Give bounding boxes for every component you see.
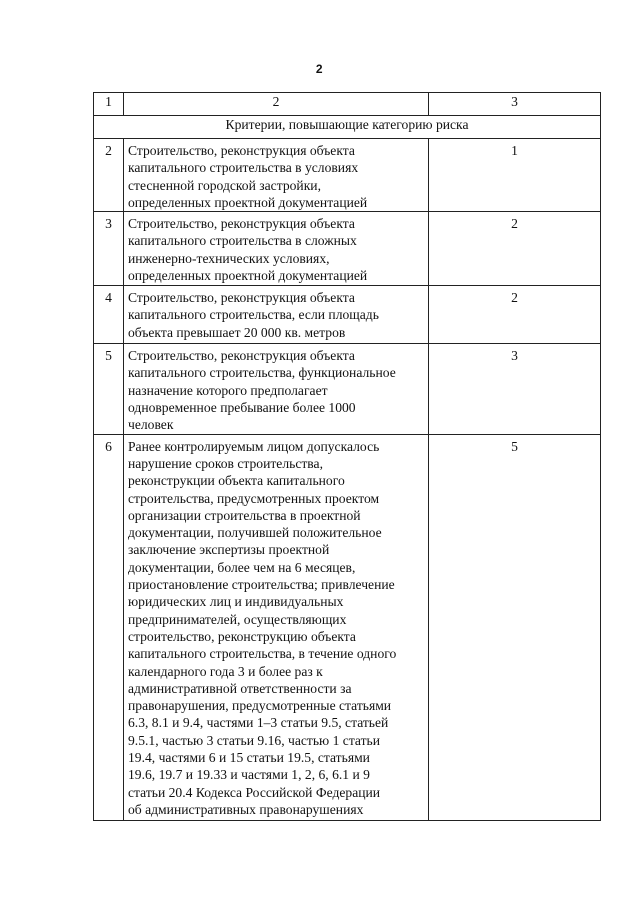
- text-line: календарного года 3 и более раз к: [128, 663, 323, 679]
- text-line: Строительство, реконструкция объекта: [128, 348, 355, 364]
- text-line: заключение экспертизы проектной: [128, 542, 330, 558]
- row-number: 2: [94, 139, 124, 212]
- table-row: [94, 139, 601, 212]
- row-number: 6: [94, 434, 124, 820]
- text-line: капитального строительства в сложных: [128, 233, 357, 249]
- row-score: 1: [429, 139, 601, 212]
- text-line: капитального строительства в условиях: [128, 160, 359, 176]
- header-col-3: 3: [429, 93, 601, 116]
- text-line: капитального строительства, функциональное: [128, 365, 396, 381]
- text-line: человек: [128, 417, 174, 433]
- text-line: назначение которого предполагает: [128, 382, 328, 398]
- text-line: приостановление строительства; привлечение: [128, 577, 395, 593]
- header-col-1: 1: [94, 93, 124, 116]
- text-line: Ранее контролируемым лицом допускалось: [128, 438, 380, 454]
- row-criterion-text: [124, 212, 429, 286]
- table-row: [94, 434, 601, 820]
- text-line: инженерно-технических условиях,: [128, 250, 330, 266]
- text-line: капитального строительства, в течение одного: [128, 646, 397, 662]
- table-row: [94, 212, 601, 286]
- header-col-2: 2: [124, 93, 429, 116]
- text-line: 19.6, 19.7 и 19.33 и частями 1, 2, 6, 6.1 и 9: [128, 767, 370, 783]
- row-score: 5: [429, 434, 601, 820]
- row-number: 4: [94, 286, 124, 344]
- row-criterion-text: [124, 139, 429, 212]
- text-line: документации, более чем на 6 месяцев,: [128, 559, 356, 575]
- text-line: об административных правонарушениях: [128, 801, 364, 817]
- table-row: [94, 286, 601, 344]
- text-line: определенных проектной документацией: [128, 194, 368, 210]
- risk-criteria-table: [93, 92, 601, 821]
- text-line: 6.3, 8.1 и 9.4, частями 1–3 статьи 9.5, статьей: [128, 715, 389, 731]
- text-line: стесненной городской застройки,: [128, 177, 321, 193]
- text-line: юридических лиц и индивидуальных: [128, 594, 344, 610]
- row-score: 2: [429, 212, 601, 286]
- table-header-row: [94, 93, 601, 116]
- text-line: документации, получившей положительное: [128, 525, 382, 541]
- section-title: Критерии, повышающие категорию риска: [94, 116, 601, 139]
- text-line: строительство, реконструкцию объекта: [128, 628, 356, 644]
- text-line: Строительство, реконструкция объекта: [128, 143, 355, 158]
- row-criterion-text: [124, 286, 429, 344]
- text-line: одновременное пребывание более 1000: [128, 400, 356, 416]
- text-line: определенных проектной документацией: [128, 268, 368, 284]
- row-criterion-text: [124, 344, 429, 434]
- text-line: 9.5.1, частью 3 статьи 9.16, частью 1 статьи: [128, 732, 381, 748]
- text-line: правонарушения, предусмотренные статьями: [128, 698, 392, 714]
- row-criterion-text: [124, 434, 429, 820]
- row-number: 3: [94, 212, 124, 286]
- row-score: 2: [429, 286, 601, 344]
- text-line: нарушение сроков строительства,: [128, 455, 323, 471]
- row-number: 5: [94, 344, 124, 434]
- text-line: строительства, предусмотренных проектом: [128, 490, 380, 506]
- text-line: административной ответственности за: [128, 680, 352, 696]
- text-line: статьи 20.4 Кодекса Российской Федерации: [128, 784, 381, 800]
- table-row: [94, 344, 601, 434]
- text-line: реконструкции объекта капитального: [128, 473, 345, 489]
- text-line: 19.4, частями 6 и 15 статьи 19.5, статьями: [128, 750, 370, 766]
- row-score: 3: [429, 344, 601, 434]
- text-line: объекта превышает 20 000 кв. метров: [128, 324, 346, 340]
- text-line: предпринимателей, осуществляющих: [128, 611, 347, 627]
- text-line: Строительство, реконструкция объекта: [128, 216, 355, 232]
- page-number: 2: [315, 62, 324, 76]
- section-row: [94, 116, 601, 139]
- text-line: капитального строительства, если площадь: [128, 307, 379, 323]
- text-line: Строительство, реконструкция объекта: [128, 290, 355, 306]
- text-line: организации строительства в проектной: [128, 507, 361, 523]
